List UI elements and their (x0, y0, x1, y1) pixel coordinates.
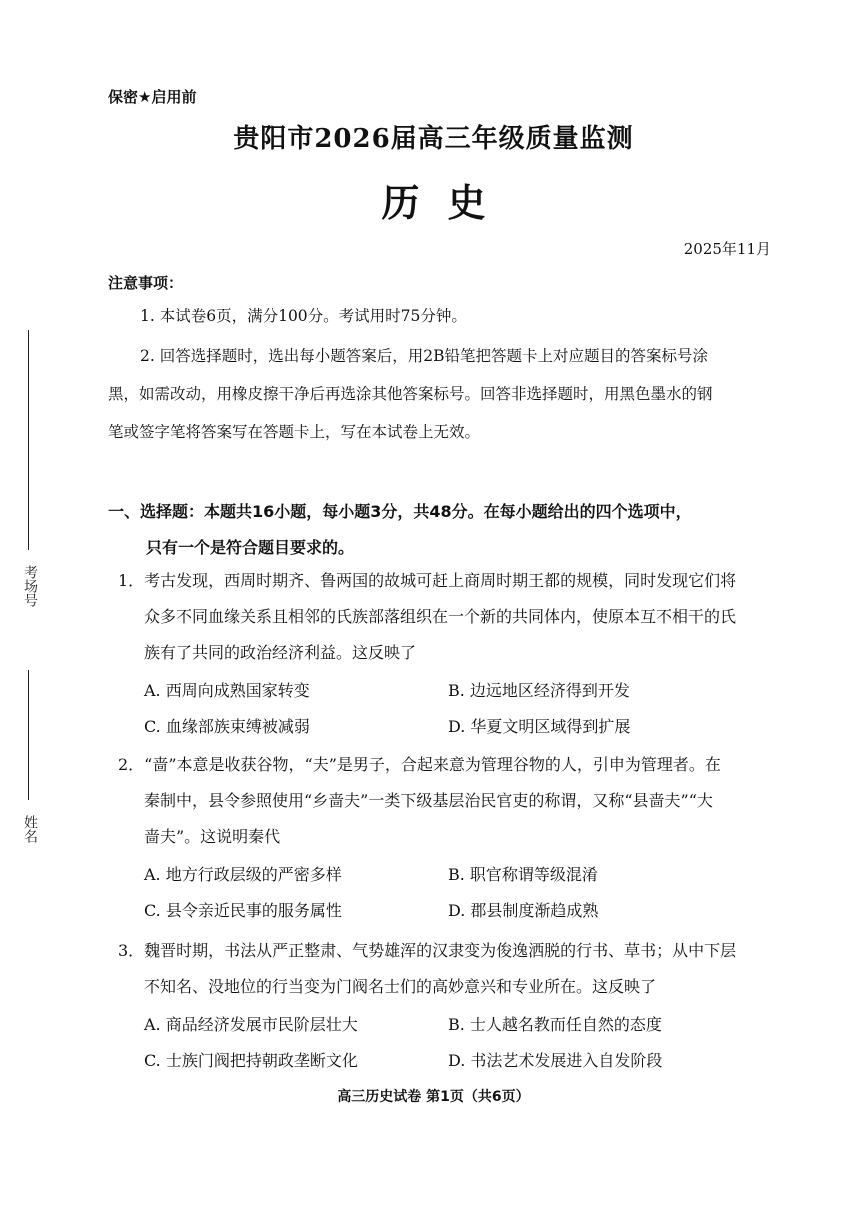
question-2-option-a: A. 地方行政层级的严密多样 (144, 865, 342, 884)
question-1-line-1: 1．考古发现，西周时期齐、鲁两国的故城可赶上商周时期王都的规模，同时发现它们将 (118, 571, 737, 590)
question-2-line-2: 秦制中，县令参照使用“乡啬夫”一类下级基层治民官吏的称谓，又称“县啬夫”“大 (144, 791, 713, 810)
question-2-line-3: 啬夫”。这说明秦代 (144, 827, 281, 846)
section-line-2: 只有一个是符合题目要求的。 (146, 538, 355, 557)
question-1-option-b: B. 边远地区经济得到开发 (448, 681, 630, 700)
question-3-option-b: B. 士人越名教而任自然的态度 (448, 1015, 662, 1034)
question-1-line-3: 族有了共同的政治经济利益。这反映了 (144, 643, 417, 662)
question-3-option-d: D. 书法艺术发展进入自发阶段 (448, 1051, 663, 1070)
page-footer: 高三历史试卷 第1页（共6页） (337, 1089, 530, 1105)
question-1-line-2: 众多不同血缘关系且相邻的氏族部落组织在一个新的共同体内，使原本互不相干的氏 (144, 607, 737, 626)
name-line (28, 670, 29, 800)
question-2-line-1: 2．“啬”本意是收获谷物，“夫”是男子，合起来意为管理谷物的人，引申为管理者。在 (118, 755, 721, 774)
question-3-option-c: C. 士族门阀把持朝政垄断文化 (144, 1051, 358, 1070)
confidential-mark: 保密★启用前 (108, 88, 197, 106)
notes-title: 注意事项： (108, 274, 184, 292)
binding-margin (8, 330, 38, 890)
question-3-option-a: A. 商品经济发展市民阶层壮大 (144, 1015, 358, 1034)
exam-no-label: 考场号 (22, 565, 38, 607)
question-3-line-2: 不知名、没地位的行当变为门阀名士们的高妙意兴和专业所在。这反映了 (144, 977, 657, 996)
question-1-option-a: A. 西周向成熟国家转变 (144, 681, 310, 700)
question-2-option-b: B. 职官称谓等级混淆 (448, 865, 598, 884)
exam-title: 贵阳市2026届高三年级质量监测 (233, 124, 634, 154)
question-1-option-c: C. 血缘部族束缚被减弱 (144, 717, 310, 736)
section-line-1: 一、选择题：本题共16小题，每小题3分，共48分。在每小题给出的四个选项中， (108, 502, 692, 521)
exam-no-line (28, 330, 29, 550)
section-heading (108, 494, 778, 566)
question-2-option-c: C. 县令亲近民事的服务属性 (144, 901, 342, 920)
note-item-1: 1. 本试卷6页，满分100分。考试用时75分钟。 (140, 307, 467, 325)
name-label: 姓名 (22, 815, 38, 843)
exam-date: 2025年11月 (683, 240, 771, 258)
question-3-line-1: 3．魏晋时期，书法从严正整肃、气势雄浑的汉隶变为俊逸洒脱的行书、草书；从中下层 (118, 941, 737, 960)
note-item-2-line-3: 笔或签字笔将答案写在答题卡上，写在本试卷上无效。 (108, 423, 481, 441)
subject-title: 历史 (381, 180, 514, 225)
note-item-2-line-1: 2. 回答选择题时，选出每小题答案后，用2B铅笔把答题卡上对应题目的答案标号涂 (140, 347, 708, 365)
question-2-option-d: D. 郡县制度渐趋成熟 (448, 901, 599, 920)
note-item-2-line-2: 黑，如需改动，用橡皮擦干净后再选涂其他答案标号。回答非选择题时，用黑色墨水的钢 (108, 385, 713, 403)
question-1-option-d: D. 华夏文明区域得到扩展 (448, 717, 631, 736)
